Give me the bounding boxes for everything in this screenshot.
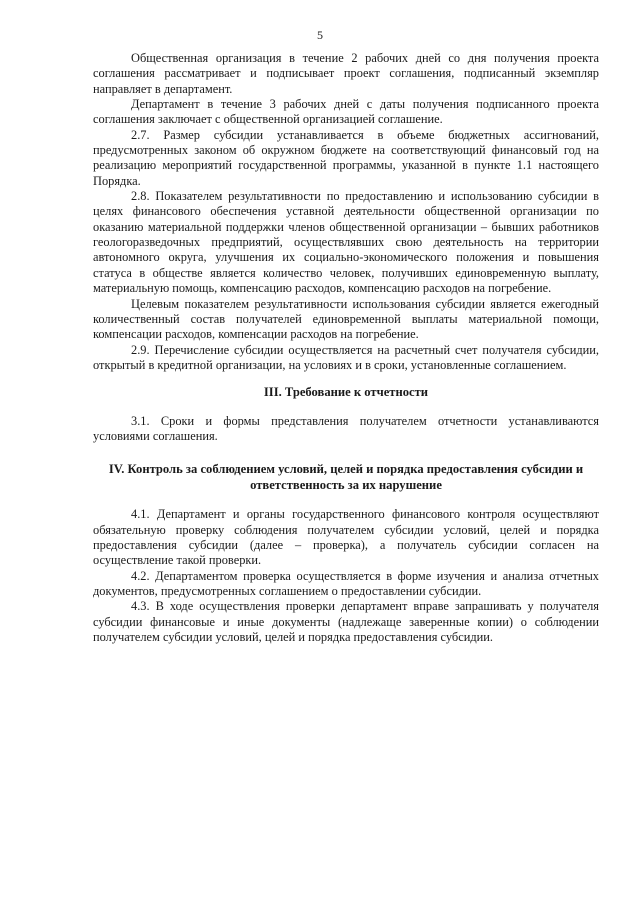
paragraph-target-indicator: Целевым показателем результативности использования субсидии является ежегодный количественный состав получателей единовременной выплаты материальной помощи, компенсации расходов, компенсации расходов на погребение.: [93, 296, 599, 342]
section-4-heading: IV. Контроль за соблюдением условий, целей и порядка предоставления субсидии и ответственность за их нарушение: [108, 462, 584, 492]
paragraph-4-1: 4.1. Департамент и органы государственного финансового контроля осуществляют обязательную проверку соблюдения получателем субсидии условий, целей и порядка предоставления субсидии (далее – проверка), а получатель субсидии согласен на осуществление такой проверки.: [93, 507, 599, 568]
section-3-heading: III. Требование к отчетности: [263, 385, 429, 400]
paragraph-4-2: 4.2. Департаментом проверка осуществляется в форме изучения и анализа отчетных документов, предусмотренных соглашением о предоставлении субсидии.: [93, 568, 599, 599]
paragraph-org-review: Общественная организация в течение 2 рабочих дней со дня получения проекта соглашения рассматривает и подписывает проект соглашения, подписанный экземпляр направляет в департамент.: [93, 51, 599, 96]
paragraph-2-7: 2.7. Размер субсидии устанавливается в объеме бюджетных ассигнований, предусмотренных законом об окружном бюджете на соответствующий финансовый год на реализацию мероприятий государственной программы, указанной в пункте 1.1 настоящего Порядка.: [93, 127, 599, 188]
paragraph-2-9: 2.9. Перечисление субсидии осуществляется на расчетный счет получателя субсидии, открытый в кредитной организации, на условиях и в сроки, установленные соглашением.: [93, 342, 599, 372]
page-number: 5: [317, 28, 323, 42]
paragraph-4-3: 4.3. В ходе осуществления проверки департамент вправе запрашивать у получателя субсидии финансовые и иные документы (надлежаще заверенные копии) о соблюдении получателем субсидии условий, целей и порядка предоставления субсидии.: [93, 599, 599, 645]
document-body: [93, 51, 599, 646]
paragraph-2-8: 2.8. Показателем результативности по предоставлению и использованию субсидии в целях финансового обеспечения уставной деятельности общественной организации по оказанию материальной поддержки членов общественной организации – бывших работников геологоразведочных предприятий, осуществлявших свою деятельность на территории автономного округа, улучшения их социально-экономического положения и повышения статуса в обществе является количество человек, получивших единовременную выплату, материальную помощь, компенсацию расходов, компенсацию расходов на погребение.: [93, 189, 599, 296]
paragraph-dept-conclude: Департамент в течение 3 рабочих дней с даты получения подписанного проекта соглашения заключает с общественной организацией соглашение.: [93, 97, 599, 127]
paragraph-3-1: 3.1. Сроки и формы представления получателем отчетности устанавливаются условиями соглашения.: [93, 413, 599, 444]
